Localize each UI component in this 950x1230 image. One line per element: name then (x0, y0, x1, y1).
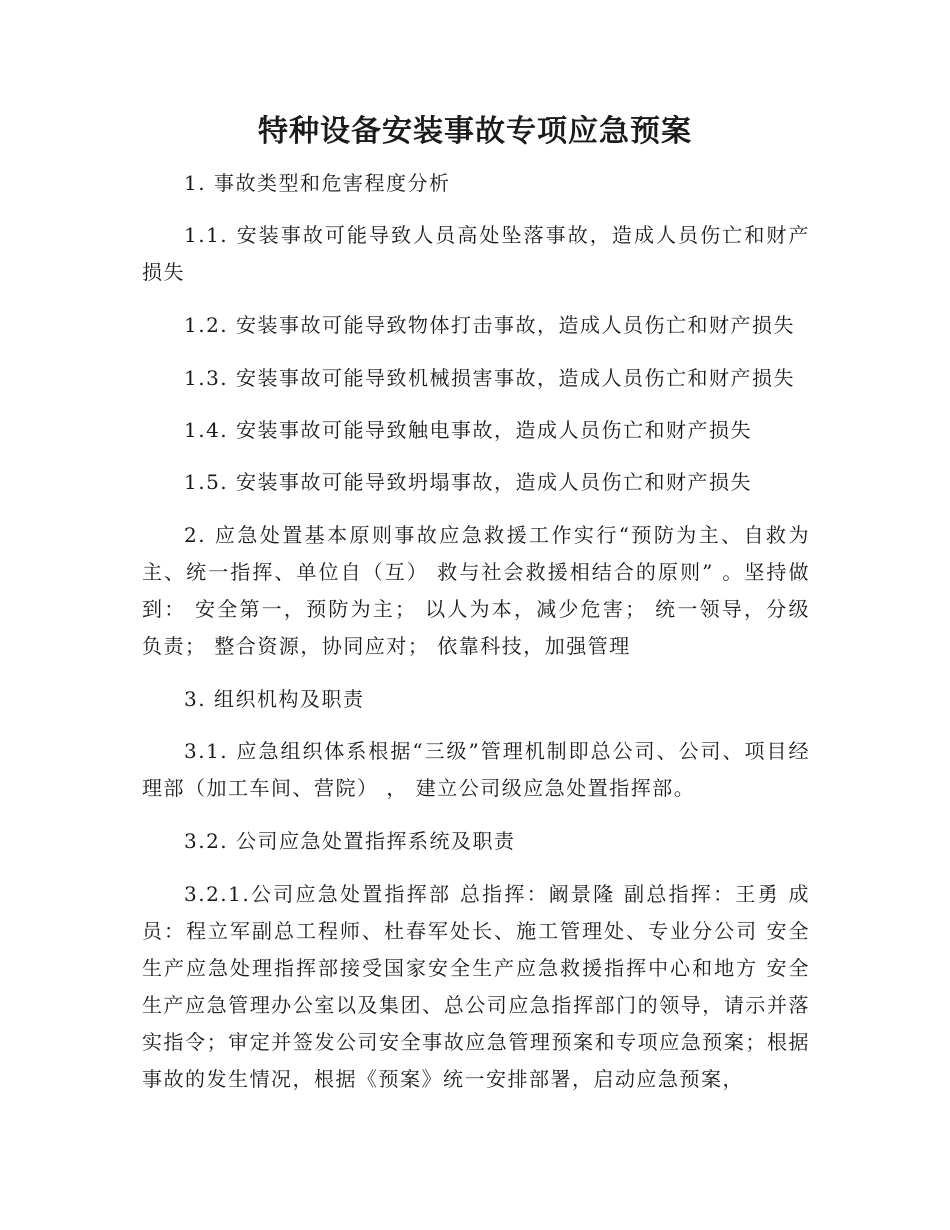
section-heading-3: 3. 组织机构及职责 (184, 687, 365, 711)
document-title: 特种设备安装事故专项应急预案 (258, 114, 692, 149)
paragraph-1-5: 1.5. 安装事故可能导致坍塌事故，造成人员伤亡和财产损失 (184, 470, 753, 494)
paragraph-1-2: 1.2. 安装事故可能导致物体打击事故，造成人员伤亡和财产损失 (184, 313, 796, 337)
paragraph-3-2: 3.2. 公司应急处置指挥系统及职责 (184, 829, 516, 853)
paragraph-3-1: 3.1. 应急组织体系根据“三级”管理机制即总公司、公司、项目经理部（加工车间、营院） ， 建立公司级应急处置指挥部。 (142, 739, 810, 800)
section-heading-1: 1. 事故类型和危害程度分析 (184, 171, 451, 195)
paragraph-1-1: 1.1. 安装事故可能导致人员高处坠落事故，造成人员伤亡和财产损失 (142, 223, 810, 284)
paragraph-1-3: 1.3. 安装事故可能导致机械损害事故，造成人员伤亡和财产损失 (184, 366, 796, 390)
paragraph-3-2-1: 3.2.1.公司应急处置指挥部 总指挥：阚景隆 副总指挥：王勇 成员：程立军副总工程师、杜春军处长、施工管理处、专业分公司 安全生产应急处理指挥部接受国家安全生产应急救援指挥中心和地方 安全生产应急管理办公室以及集团、总公司应急指挥部门的领导，请示并落实指令；审定并签发公司安全事故应急管理预案和专项应急预案；根据 事故的发生情况，根据《预案》统一安排部署，启动应急预案， (142, 882, 810, 1091)
paragraph-2-principles: 2. 应急处置基本原则事故应急救援工作实行“预防为主、自救为主、统一指挥、单位自（互） 救与社会救援相结合的原则” 。坚持做到： 安全第一，预防为主； 以人为本，减少危害； 统一领导，分级负责； 整合资源，协同应对； 依靠科技，加强管理 (142, 523, 810, 658)
paragraph-1-4: 1.4. 安装事故可能导致触电事故，造成人员伤亡和财产损失 (184, 418, 753, 442)
